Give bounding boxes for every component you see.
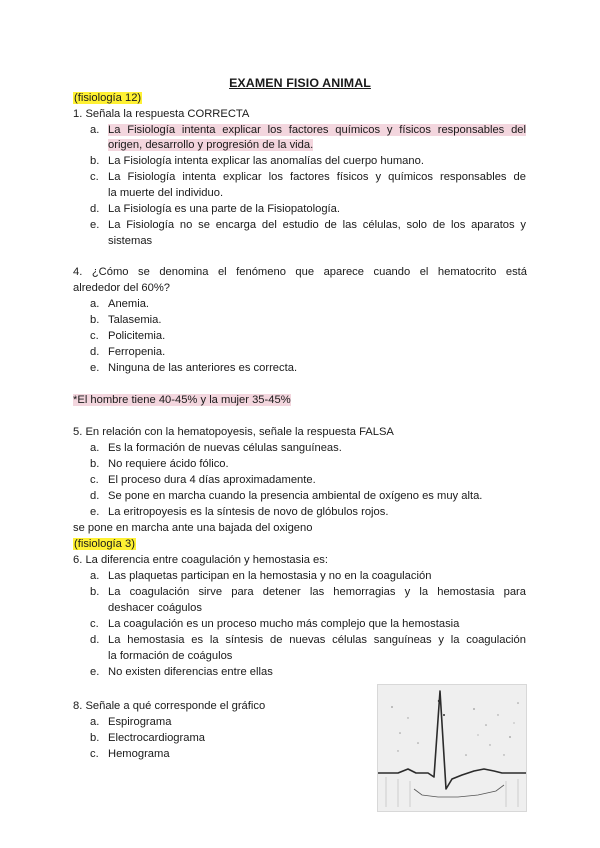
question-8-stem: 8. Señale a qué corresponde el gráfico <box>73 700 266 712</box>
q4-option-c-letter: c. <box>90 330 99 342</box>
question-1-stem: 1. Señala la respuesta CORRECTA <box>73 108 250 120</box>
q1-option-d-letter: d. <box>90 203 100 215</box>
q5-option-c: El proceso dura 4 días aproximadamente. <box>108 474 316 486</box>
topic-tag-1: (fisiología 12) <box>74 92 142 104</box>
q6-option-a-letter: a. <box>90 570 100 582</box>
question-5-stem: 5. En relación con la hematopoyesis, señale la respuesta FALSA <box>73 426 394 438</box>
q5-option-a-letter: a. <box>90 442 100 454</box>
q6-option-e: No existen diferencias entre ellas <box>108 666 273 678</box>
q5-option-c-letter: c. <box>90 474 99 486</box>
q8-option-b: Electrocardiograma <box>108 732 206 744</box>
q1-option-c-cont: la muerte del individuo. <box>108 187 224 199</box>
q1-option-a: La Fisiología intenta explicar los factores químicos y físicos responsables del <box>108 124 526 136</box>
q1-option-b: La Fisiología intenta explicar las anomalías del cuerpo humano. <box>108 155 424 167</box>
q6-option-e-letter: e. <box>90 666 100 678</box>
q6-option-b-letter: b. <box>90 586 100 598</box>
q6-option-d-letter: d. <box>90 634 100 646</box>
q5-option-e: La eritropoyesis es la síntesis de novo de glóbulos rojos. <box>108 506 389 518</box>
q6-option-c: La coagulación es un proceso mucho más complejo que la hemostasia <box>108 618 460 630</box>
q8-option-a-letter: a. <box>90 716 100 728</box>
q4-option-a-letter: a. <box>90 298 100 310</box>
q5-option-b-letter: b. <box>90 458 100 470</box>
topic-tag-2: (fisiología 3) <box>74 538 135 550</box>
question-6-stem: 6. La diferencia entre coagulación y hemostasia es: <box>73 554 328 566</box>
ecg-trace-drawing <box>378 685 527 812</box>
q5-option-b: No requiere ácido fólico. <box>108 458 229 470</box>
q1-option-e: La Fisiología no se encarga del estudio de las células, solo de los aparatos y <box>108 219 526 231</box>
q1-option-a-cont: origen, desarrollo y progresión de la vida. <box>108 139 314 151</box>
q6-option-c-letter: c. <box>90 618 99 630</box>
q8-option-c-letter: c. <box>90 748 99 760</box>
q6-option-b: La coagulación sirve para detener las hemorragias y la hemostasia para <box>108 586 526 598</box>
q4-option-b: Talasemia. <box>108 314 162 326</box>
q5-option-a: Es la formación de nuevas células sanguíneas. <box>108 442 342 454</box>
q6-option-d: La hemostasia es la síntesis de nuevas células sanguíneas y la coagulación <box>108 634 526 646</box>
q4-option-e: Ninguna de las anteriores es correcta. <box>108 362 298 374</box>
q1-option-c: La Fisiología intenta explicar los factores físicos y químicos responsables de <box>108 171 526 183</box>
q8-option-a: Espirograma <box>108 716 172 728</box>
q4-option-c: Policitemia. <box>108 330 166 342</box>
q5-option-e-letter: e. <box>90 506 100 518</box>
q1-option-d: La Fisiología es una parte de la Fisiopatología. <box>108 203 340 215</box>
question-4-stem-cont: alrededor del 60%? <box>73 282 171 294</box>
q4-option-b-letter: b. <box>90 314 100 326</box>
q4-option-d: Ferropenia. <box>108 346 166 358</box>
q4-option-d-letter: d. <box>90 346 100 358</box>
q8-option-b-letter: b. <box>90 732 100 744</box>
q5-note: se pone en marcha ante una bajada del oxigeno <box>73 522 313 534</box>
q6-option-a: Las plaquetas participan en la hemostasia y no en la coagulación <box>108 570 432 582</box>
q1-option-c-letter: c. <box>90 171 99 183</box>
q5-option-d-letter: d. <box>90 490 100 502</box>
q8-option-c: Hemograma <box>108 748 170 760</box>
q1-option-e-letter: e. <box>90 219 100 231</box>
exam-title: EXAMEN FISIO ANIMAL <box>229 76 371 90</box>
q4-option-e-letter: e. <box>90 362 100 374</box>
question-4-stem: 4. ¿Cómo se denomina el fenómeno que aparece cuando el hematocrito está <box>73 266 527 278</box>
q6-option-b-cont: deshacer coágulos <box>108 602 202 614</box>
q1-option-e-cont: sistemas <box>108 235 153 247</box>
q5-option-d: Se pone en marcha cuando la presencia ambiental de oxígeno es muy alta. <box>108 490 483 502</box>
q4-note: *El hombre tiene 40-45% y la mujer 35-45% <box>73 394 291 406</box>
q6-option-d-cont: la formación de coágulos <box>108 650 233 662</box>
ecg-graph-image <box>377 684 527 812</box>
q4-option-a: Anemia. <box>108 298 150 310</box>
q1-option-a-letter: a. <box>90 124 100 136</box>
q1-option-b-letter: b. <box>90 155 100 167</box>
